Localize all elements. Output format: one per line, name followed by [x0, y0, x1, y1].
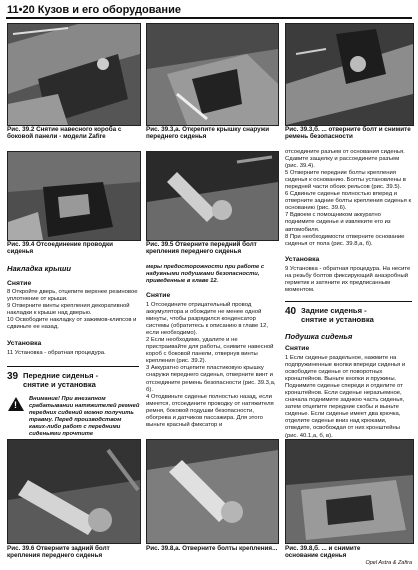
roof-trim-heading: Накладка крыши	[7, 264, 72, 273]
seat-cushion-heading: Подушка сиденья	[285, 332, 353, 341]
figure-39-5-caption: Рис. 39.5 Отверните передний болт крепления переднего сиденья	[146, 241, 257, 256]
warning-text: Внимание! При внезапном срабатывании натяжителей ремней передних сидений можно получить травму. Перед производством каких-либо работ с передними сиденьями прочтите	[29, 396, 140, 437]
figure-39-8a-caption: Рис. 39.8,a. Отверните болты крепления...	[146, 545, 278, 552]
section-39-heading	[7, 366, 139, 393]
warning-icon: !	[8, 397, 24, 411]
figure-39-6-caption: Рис. 39.6 Отверните задний болт крепления переднего сиденья	[7, 545, 110, 560]
figure-39-3b-photo	[285, 23, 414, 126]
page-header: 11•20 Кузов и его оборудование	[7, 4, 181, 16]
section-40-heading	[285, 301, 412, 328]
section-39-number: 39	[7, 371, 19, 382]
figure-39-6-photo	[7, 439, 141, 544]
figure-39-5-photo	[146, 151, 279, 241]
middle-intro-text: меры предосторожности при работе с надувными подушками безопасности, приведенные в главе 12.	[146, 264, 265, 284]
section-40-title-line2: снятие и установка	[301, 315, 374, 324]
front-seat-removal-heading: Снятие	[146, 292, 171, 299]
roof-removal-heading: Снятие	[7, 280, 32, 287]
figure-39-3b-caption: Рис. 39.3,б. ... отверните болт и снимите ремень безопасности	[285, 126, 411, 141]
section-39-title-line2: снятие и установка	[23, 380, 96, 389]
section-40-title-line1: Задние сиденья -	[301, 306, 367, 315]
front-seat-install-heading: Установка	[285, 256, 320, 263]
roof-install-text: 11 Установка - обратная процедура.	[7, 350, 106, 356]
figure-39-8b-photo	[285, 439, 414, 544]
front-seat-removal-text-continued: отсоедините разъем от основания сиденья. Сдавите защелку и рассоедините разъем (рис. 39.4). 5 Отверните передние болты крепления сиденья к основанию. Болты установлены в передней части обоих рельсов (рис. 39.5). 6 Сдвиньте сиденье полностью вперед и отверните задние болты крепления сиденья к основанию (рис. 39.6). 7 Вдвоем с помощником аккуратно поднимите сиденье и извлеките его из автомобиля. 8 При необходимости отверните основание сиденья от пола (рис. 39.8,a, б).	[285, 149, 412, 247]
figure-39-3a-photo	[146, 23, 279, 126]
section-39-title-line1: Передние сиденья -	[23, 371, 99, 380]
roof-removal-text: 8 Откройте дверь, отцепите верхнее резиновое уплотнение от крыши. 9 Отверните винты крепления декоративной накладки к крыше над дверью. 10 Освободите накладку от зажимов-клипсов и сдвиньте ее назад.	[7, 289, 138, 331]
section-40-number: 40	[285, 306, 297, 317]
figure-39-3a-caption: Рис. 39.3,a. Открепите крышку снаружи переднего сиденья	[146, 126, 270, 141]
page-footer: Opel Astra & Zafira	[365, 560, 412, 566]
figure-39-4-caption: Рис. 39.4 Отсоединение проводки сиденья	[7, 241, 113, 256]
figure-39-8a-photo	[146, 439, 279, 544]
roof-install-heading: Установка	[7, 340, 42, 347]
figure-39-2-caption: Рис. 39.2 Снятие навесного короба с боковой панели - модели Zafire	[7, 126, 122, 141]
front-seat-install-text: 9 Установка - обратная процедура. На несите на резьбу болтов фиксирующий анаэробный герметик и затяните их предписанным моментом.	[285, 266, 411, 294]
rear-seat-removal-text: 1 Если сиденье раздельное, нажмите на подпружиненные кнопки впереди сиденья и освободите сиденье от поворотных кронштейнов. Выньте кнопки и пружины. Поднимите сиденье спереди и отделите от кронштейнов. Если сиденье неразъемное, сначала поднимите заднюю часть сиденья, затем отцепите передние скобы и выньте сиденье. Если сиденье имеет два крючка, отделите сиденье вниз над крюками, отведите, освобождая от них кронштейны (рис. 40.1,a, б, в).	[285, 355, 406, 439]
front-seat-removal-text: 1 Отсоедините отрицательный провод аккумулятора и обождите не менее одной минуты, чтобы разрядился конденсатор системы (обратитесь к описанию в главе 12, если необходимо). 2 Если необходимо, удалите и не пристраивайте для работы, снимите навесной короб с боковой панели, отвернув винты крепления (рис. 39.2). 3 Аккуратно отцепите пластиковую крышку снаружи переднего сиденья, отверните винт и отсоедините ремень безопасности (рис. 39.3,a, б). 4 Отодвиньте сиденье полностью назад, если имеется, отсоедините проводку от натяжителя ремня, боковой подушки безопасности, обогрева и датчиков пассажира. Для этого выньте красный фиксатор и	[146, 302, 276, 428]
figure-39-2-photo	[7, 23, 141, 126]
figure-39-8b-caption: Рис. 39.8,б. ... и снимите основание сиденья	[285, 545, 361, 560]
rear-seat-removal-heading: Снятие	[285, 345, 310, 352]
header-rule	[6, 17, 412, 19]
figure-39-4-photo	[7, 151, 141, 241]
